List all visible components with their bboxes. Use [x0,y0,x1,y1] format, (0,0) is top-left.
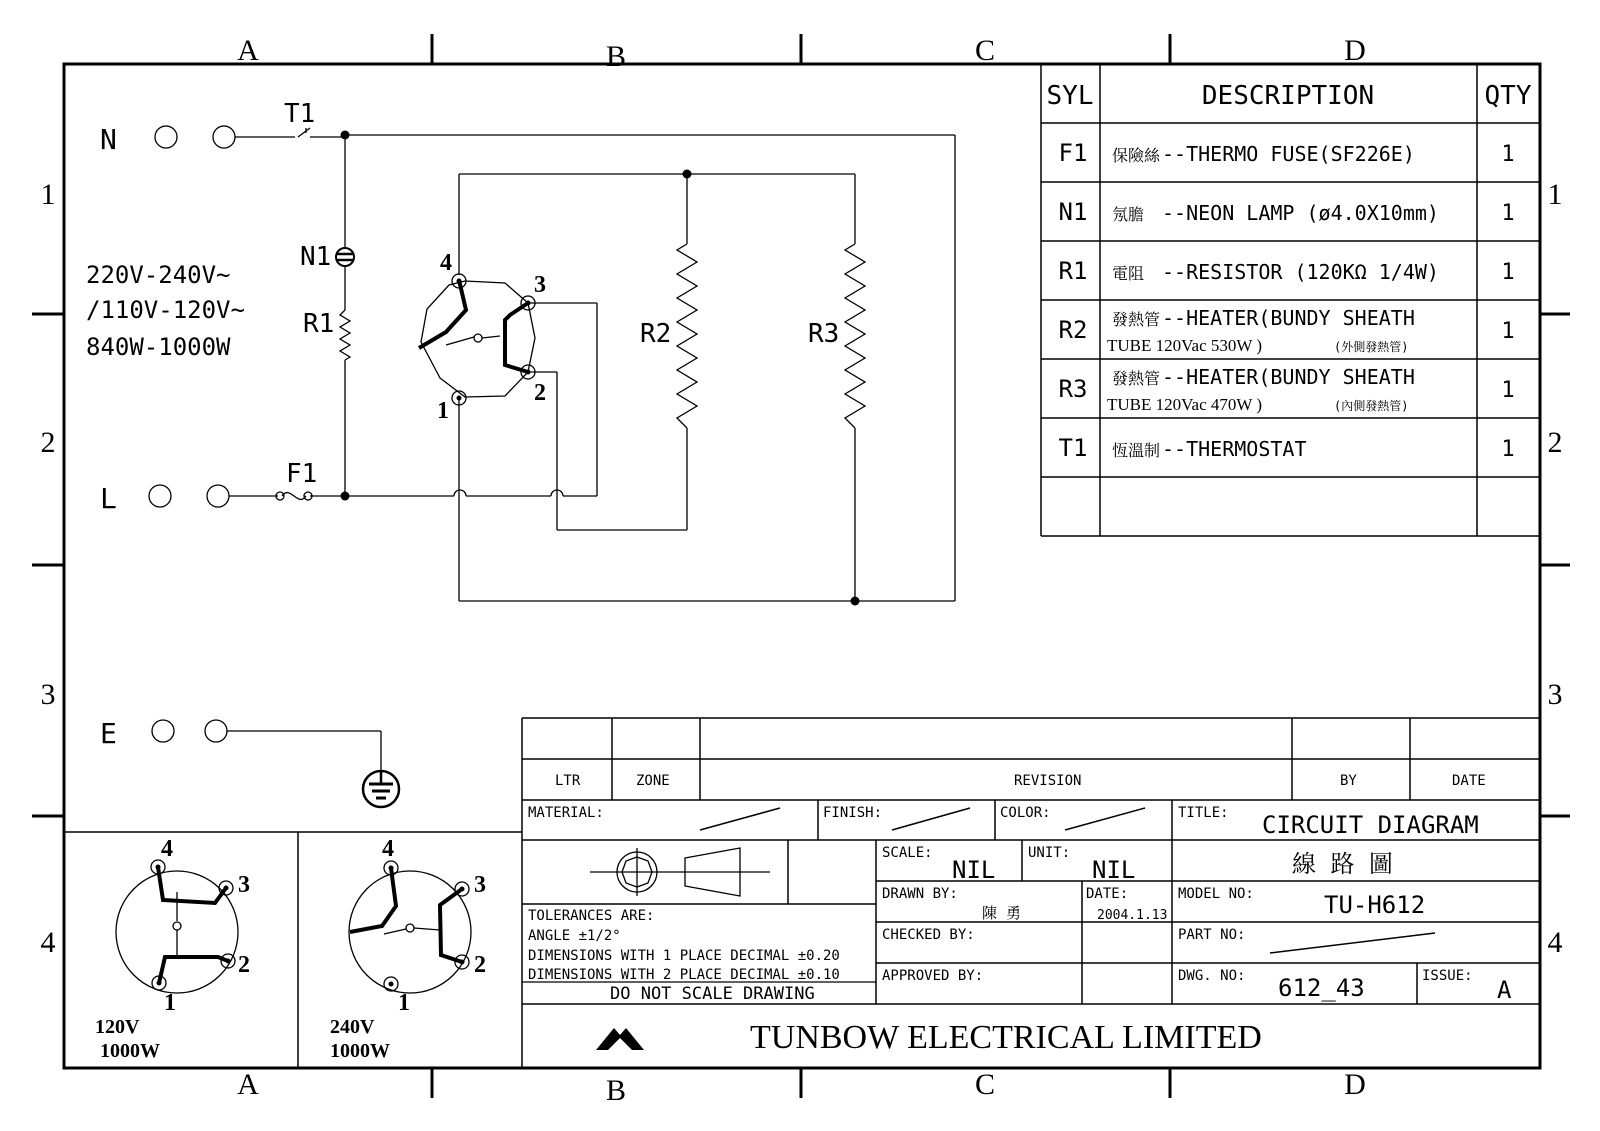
inset-120v-pin-3: 3 [238,872,250,898]
tb-ltr: LTR [555,773,581,789]
bom-desc-1: --NEON LAMP (ø4.0X10mm) [1162,201,1439,225]
bom-syl-4: R3 [1058,375,1088,403]
bom-syl-3: R2 [1058,316,1088,344]
zone-labels [41,34,1563,1107]
bom-desc-3: --HEATER(BUNDY SHEATH [1162,306,1415,330]
tb-revision: REVISION [1014,773,1082,789]
bom-cn-4: 發熱管 [1112,369,1161,388]
zone-row-1-right: 1 [1547,178,1563,211]
switch-pin-3: 3 [534,272,546,298]
terminal-l [100,482,229,515]
bom-desc-2: --RESISTOR (120KΩ 1/4W) [1162,260,1439,284]
neon-lamp-symbol [336,248,354,266]
earth-icon [363,771,399,807]
tb-issue-value: A [1497,976,1512,1004]
zone-row-4-right: 4 [1547,926,1563,959]
zone-col-a-top: A [237,34,259,67]
tb-drawn-label: DRAWN BY: [882,886,958,902]
bom-syl-0: F1 [1058,139,1088,167]
bom-syl-2: R1 [1058,257,1088,285]
zone-col-a-bottom: A [237,1068,259,1101]
bom-cn-0: 保險絲 [1112,146,1161,165]
projection-symbol-icon [590,848,770,896]
tb-title-label: TITLE: [1178,805,1229,821]
bom-qty-2: 1 [1501,260,1515,285]
zone-col-d-bottom: D [1344,1068,1366,1101]
zone-row-1-left: 1 [40,178,56,211]
tb-tolerances-4: DIMENSIONS WITH 2 PLACE DECIMAL ±0.10 [528,967,840,983]
bom-desc-4: --HEATER(BUNDY SHEATH [1162,365,1415,389]
zone-col-d-top: D [1344,34,1366,67]
tb-model-label: MODEL NO: [1178,886,1254,902]
tb-date-label: DATE: [1086,886,1129,902]
tb-finish: FINISH: [823,805,883,821]
zone-ticks [32,34,1570,1098]
zone-row-2-left: 2 [40,426,56,459]
inset-240v-pin-1: 1 [398,990,410,1016]
bom-cn-3: 發熱管 [1112,310,1161,329]
tb-dwg-value: 612_43 [1278,974,1365,1002]
zone-row-3-left: 3 [40,678,56,711]
inset-240v-pin-4: 4 [382,836,394,862]
bom-qty-5: 1 [1501,437,1515,462]
bom-syl-1: N1 [1058,198,1088,226]
tb-date-value: 2004.1.13 [1097,908,1168,923]
inset-240v-power: 1000W [330,1040,390,1062]
terminal-e-label: E [100,717,117,750]
label-r3: R3 [808,319,840,349]
bom-desc2-4: TUBE 120Vac 470W ) [1107,395,1263,414]
tb-tolerances-1: TOLERANCES ARE: [528,908,655,924]
bom-cn-5: 恆溫制 [1112,441,1161,460]
bom-header-desc: DESCRIPTION [1201,81,1375,111]
zone-col-b-top: B [605,40,627,73]
tb-zone: ZONE [636,773,670,789]
tb-company: TUNBOW ELECTRICAL LIMITED [750,1019,1262,1056]
switch-pin-4: 4 [440,250,452,276]
inset-120v-pin-2: 2 [238,952,250,978]
terminal-l-label: L [100,482,117,515]
terminal-n-label: N [100,123,117,156]
bom-header-qty: QTY [1484,81,1532,111]
inset-120v-voltage: 120V [95,1016,140,1038]
tb-checked-label: CHECKED BY: [882,927,975,943]
switch-insets [64,832,522,1068]
bom-syl-5: T1 [1058,434,1088,462]
bom-desc-0: --THERMO FUSE(SF226E) [1162,142,1415,166]
tb-scale-label: SCALE: [882,845,933,861]
tb-tolerances-2: ANGLE ±1/2° [528,928,621,944]
zone-col-c-bottom: C [974,1068,996,1101]
bom-tag-3: (外側發熱管) [1334,340,1409,354]
company-logo-icon [596,1028,644,1050]
inset-240v-pin-3: 3 [474,872,486,898]
zone-row-4-left: 4 [40,926,56,959]
tb-date-header: DATE [1452,773,1486,789]
zone-col-b-bottom: B [605,1074,627,1107]
component-labels [284,99,839,489]
tb-title-en: CIRCUIT DIAGRAM [1262,811,1479,839]
tb-part-label: PART NO: [1178,927,1246,943]
rating-text [86,261,245,361]
zone-row-2-right: 2 [1547,426,1563,459]
label-f1: F1 [286,459,318,489]
bom-qty-4: 1 [1501,378,1515,403]
tb-material: MATERIAL: [528,805,604,821]
terminal-n [100,123,235,156]
bom-cn-2: 電阻 [1112,264,1145,283]
tb-drawn-value: 陳 勇 [982,904,1022,922]
title-block [522,718,1540,1068]
tb-unit-label: UNIT: [1028,845,1071,861]
rating-line-2: /110V-120V~ [86,296,245,324]
wiring [227,128,955,770]
rating-line-1: 220V-240V~ [86,261,231,289]
tb-dwg-label: DWG. NO: [1178,968,1246,984]
bom-cn-1: 氖膽 [1112,205,1145,224]
inset-120v-pin-1: 1 [164,990,176,1016]
label-r2: R2 [640,319,672,349]
tb-unit-value: NIL [1092,856,1136,884]
bom-desc-5: --THERMOSTAT [1162,437,1307,461]
switch-pin-2: 2 [534,380,546,406]
bom-desc2-3: TUBE 120Vac 530W ) [1107,336,1263,355]
inset-120v-pin-4: 4 [161,836,173,862]
inset-120v-power: 1000W [100,1040,160,1062]
tb-issue-label: ISSUE: [1422,968,1473,984]
bom-table [1041,64,1540,536]
tb-no-scale: DO NOT SCALE DRAWING [610,984,815,1004]
selector-switch [419,250,546,424]
inset-240v-pin-2: 2 [474,952,486,978]
tb-color: COLOR: [1000,805,1051,821]
tb-title-cn: 線 路 圖 [1292,850,1393,878]
bom-qty-1: 1 [1501,201,1515,226]
tb-model-value: TU-H612 [1324,891,1426,919]
bom-header-syl: SYL [1046,81,1094,111]
label-n1: N1 [300,242,332,272]
inset-240v-voltage: 240V [330,1016,375,1038]
tb-tolerances-3: DIMENSIONS WITH 1 PLACE DECIMAL ±0.20 [528,948,840,964]
junction-dots [341,131,860,606]
bom-qty-0: 1 [1501,142,1515,167]
terminal-e [100,717,227,750]
label-r1: R1 [303,309,335,339]
tb-by: BY [1340,773,1357,789]
zone-col-c-top: C [974,34,996,67]
label-t1: T1 [284,99,316,129]
tb-scale-value: NIL [952,856,996,884]
bom-tag-4: (內側發熱管) [1334,399,1409,413]
zone-row-3-right: 3 [1547,678,1563,711]
inset-120v [95,836,250,1062]
tb-approved-label: APPROVED BY: [882,968,984,984]
switch-pin-1: 1 [437,398,449,424]
bom-qty-3: 1 [1501,319,1515,344]
rating-line-3: 840W-1000W [86,333,231,361]
inset-240v [330,836,486,1062]
